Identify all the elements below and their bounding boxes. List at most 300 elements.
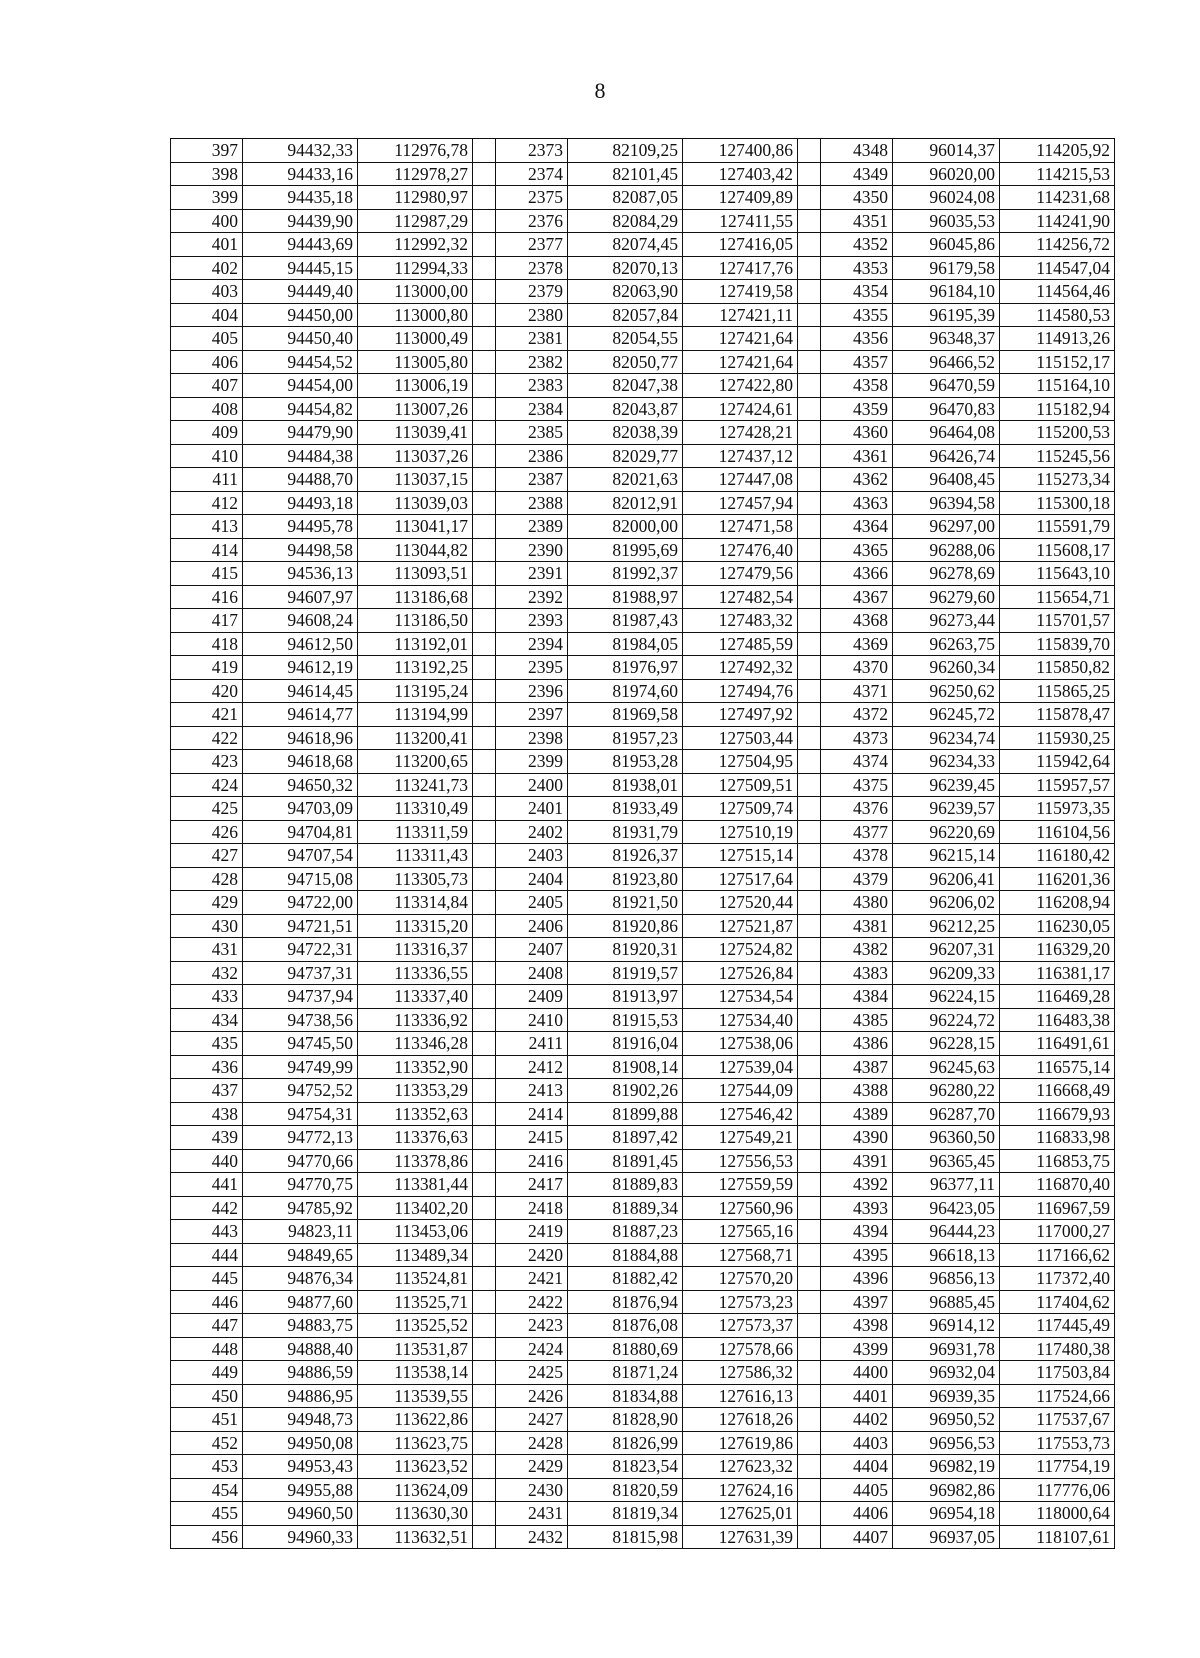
x-coordinate-cell: 96212,25 — [893, 914, 1000, 938]
table-row — [171, 538, 1115, 562]
y-coordinate-cell: 113305,73 — [358, 867, 473, 891]
column-group-separator — [473, 891, 496, 915]
column-group-separator — [798, 397, 821, 421]
x-coordinate-cell: 81880,69 — [568, 1337, 683, 1361]
x-coordinate-cell: 96220,69 — [893, 820, 1000, 844]
x-coordinate-cell: 96470,83 — [893, 397, 1000, 421]
point-number-cell: 2395 — [496, 656, 568, 680]
y-coordinate-cell: 127437,12 — [683, 444, 798, 468]
y-coordinate-cell: 113489,34 — [358, 1243, 473, 1267]
point-number-cell: 4367 — [821, 585, 893, 609]
column-group-separator — [473, 609, 496, 633]
x-coordinate-cell: 96954,18 — [893, 1502, 1000, 1526]
column-group-separator — [798, 1008, 821, 1032]
y-coordinate-cell: 127504,95 — [683, 750, 798, 774]
column-group-separator — [473, 703, 496, 727]
point-number-cell: 2379 — [496, 280, 568, 304]
point-number-cell: 4395 — [821, 1243, 893, 1267]
x-coordinate-cell: 81938,01 — [568, 773, 683, 797]
point-number-cell: 409 — [171, 421, 243, 445]
table-row — [171, 726, 1115, 750]
y-coordinate-cell: 113311,59 — [358, 820, 473, 844]
point-number-cell: 4398 — [821, 1314, 893, 1338]
point-number-cell: 437 — [171, 1079, 243, 1103]
y-coordinate-cell: 113525,52 — [358, 1314, 473, 1338]
y-coordinate-cell: 113005,80 — [358, 350, 473, 374]
point-number-cell: 4385 — [821, 1008, 893, 1032]
column-group-separator — [798, 773, 821, 797]
column-group-separator — [473, 844, 496, 868]
x-coordinate-cell: 96377,11 — [893, 1173, 1000, 1197]
point-number-cell: 2424 — [496, 1337, 568, 1361]
y-coordinate-cell: 113200,41 — [358, 726, 473, 750]
point-number-cell: 2399 — [496, 750, 568, 774]
table-row — [171, 491, 1115, 515]
column-group-separator — [473, 585, 496, 609]
point-number-cell: 2425 — [496, 1361, 568, 1385]
point-number-cell: 424 — [171, 773, 243, 797]
y-coordinate-cell: 113039,03 — [358, 491, 473, 515]
x-coordinate-cell: 94607,97 — [243, 585, 358, 609]
x-coordinate-cell: 96239,45 — [893, 773, 1000, 797]
y-coordinate-cell: 113311,43 — [358, 844, 473, 868]
point-number-cell: 4399 — [821, 1337, 893, 1361]
y-coordinate-cell: 127515,14 — [683, 844, 798, 868]
y-coordinate-cell: 113186,50 — [358, 609, 473, 633]
point-number-cell: 4387 — [821, 1055, 893, 1079]
y-coordinate-cell: 115942,64 — [1000, 750, 1115, 774]
point-number-cell: 4368 — [821, 609, 893, 633]
x-coordinate-cell: 94715,08 — [243, 867, 358, 891]
column-group-separator — [798, 1408, 821, 1432]
y-coordinate-cell: 127492,32 — [683, 656, 798, 680]
y-coordinate-cell: 113007,26 — [358, 397, 473, 421]
x-coordinate-cell: 81897,42 — [568, 1126, 683, 1150]
point-number-cell: 4392 — [821, 1173, 893, 1197]
x-coordinate-cell: 81876,08 — [568, 1314, 683, 1338]
point-number-cell: 2390 — [496, 538, 568, 562]
y-coordinate-cell: 113314,84 — [358, 891, 473, 915]
table-row — [171, 1478, 1115, 1502]
point-number-cell: 425 — [171, 797, 243, 821]
x-coordinate-cell: 96206,02 — [893, 891, 1000, 915]
column-group-separator — [798, 468, 821, 492]
column-group-separator — [798, 327, 821, 351]
x-coordinate-cell: 81819,34 — [568, 1502, 683, 1526]
y-coordinate-cell: 127485,59 — [683, 632, 798, 656]
x-coordinate-cell: 81828,90 — [568, 1408, 683, 1432]
point-number-cell: 2374 — [496, 162, 568, 186]
column-group-separator — [473, 1290, 496, 1314]
x-coordinate-cell: 94450,40 — [243, 327, 358, 351]
point-number-cell: 436 — [171, 1055, 243, 1079]
y-coordinate-cell: 113000,80 — [358, 303, 473, 327]
x-coordinate-cell: 96195,39 — [893, 303, 1000, 327]
y-coordinate-cell: 114913,26 — [1000, 327, 1115, 351]
x-coordinate-cell: 94722,00 — [243, 891, 358, 915]
point-number-cell: 403 — [171, 280, 243, 304]
table-row — [171, 679, 1115, 703]
y-coordinate-cell: 113453,06 — [358, 1220, 473, 1244]
column-group-separator — [798, 1384, 821, 1408]
point-number-cell: 438 — [171, 1102, 243, 1126]
x-coordinate-cell: 94960,33 — [243, 1525, 358, 1549]
y-coordinate-cell: 113524,81 — [358, 1267, 473, 1291]
x-coordinate-cell: 81992,37 — [568, 562, 683, 586]
y-coordinate-cell: 115973,35 — [1000, 797, 1115, 821]
x-coordinate-cell: 94650,32 — [243, 773, 358, 797]
point-number-cell: 402 — [171, 256, 243, 280]
table-row — [171, 1079, 1115, 1103]
column-group-separator — [473, 1243, 496, 1267]
y-coordinate-cell: 116208,94 — [1000, 891, 1115, 915]
point-number-cell: 2418 — [496, 1196, 568, 1220]
point-number-cell: 2388 — [496, 491, 568, 515]
y-coordinate-cell: 127476,40 — [683, 538, 798, 562]
point-number-cell: 2373 — [496, 139, 568, 163]
point-number-cell: 2386 — [496, 444, 568, 468]
x-coordinate-cell: 96273,44 — [893, 609, 1000, 633]
column-group-separator — [798, 797, 821, 821]
point-number-cell: 2420 — [496, 1243, 568, 1267]
table-row — [171, 162, 1115, 186]
table-row — [171, 797, 1115, 821]
y-coordinate-cell: 127534,54 — [683, 985, 798, 1009]
point-number-cell: 415 — [171, 562, 243, 586]
y-coordinate-cell: 113316,37 — [358, 938, 473, 962]
y-coordinate-cell: 112992,32 — [358, 233, 473, 257]
point-number-cell: 4402 — [821, 1408, 893, 1432]
column-group-separator — [798, 1431, 821, 1455]
x-coordinate-cell: 81902,26 — [568, 1079, 683, 1103]
x-coordinate-cell: 96014,37 — [893, 139, 1000, 163]
y-coordinate-cell: 115300,18 — [1000, 491, 1115, 515]
y-coordinate-cell: 113531,87 — [358, 1337, 473, 1361]
table-row — [171, 515, 1115, 539]
column-group-separator — [473, 1408, 496, 1432]
x-coordinate-cell: 94877,60 — [243, 1290, 358, 1314]
x-coordinate-cell: 94950,08 — [243, 1431, 358, 1455]
column-group-separator — [473, 374, 496, 398]
column-group-separator — [798, 1196, 821, 1220]
point-number-cell: 2428 — [496, 1431, 568, 1455]
y-coordinate-cell: 117445,49 — [1000, 1314, 1115, 1338]
column-group-separator — [473, 444, 496, 468]
table-row — [171, 844, 1115, 868]
point-number-cell: 2414 — [496, 1102, 568, 1126]
x-coordinate-cell: 81889,83 — [568, 1173, 683, 1197]
y-coordinate-cell: 117537,67 — [1000, 1408, 1115, 1432]
x-coordinate-cell: 82074,45 — [568, 233, 683, 257]
column-group-separator — [473, 350, 496, 374]
x-coordinate-cell: 96228,15 — [893, 1032, 1000, 1056]
y-coordinate-cell: 112978,27 — [358, 162, 473, 186]
x-coordinate-cell: 96444,23 — [893, 1220, 1000, 1244]
x-coordinate-cell: 94614,45 — [243, 679, 358, 703]
x-coordinate-cell: 94498,58 — [243, 538, 358, 562]
point-number-cell: 4404 — [821, 1455, 893, 1479]
table-row — [171, 280, 1115, 304]
x-coordinate-cell: 96950,52 — [893, 1408, 1000, 1432]
point-number-cell: 4370 — [821, 656, 893, 680]
point-number-cell: 400 — [171, 209, 243, 233]
column-group-separator — [473, 1032, 496, 1056]
column-group-separator — [798, 867, 821, 891]
point-number-cell: 456 — [171, 1525, 243, 1549]
point-number-cell: 2401 — [496, 797, 568, 821]
x-coordinate-cell: 96260,34 — [893, 656, 1000, 680]
y-coordinate-cell: 114547,04 — [1000, 256, 1115, 280]
point-number-cell: 2412 — [496, 1055, 568, 1079]
y-coordinate-cell: 127625,01 — [683, 1502, 798, 1526]
x-coordinate-cell: 81820,59 — [568, 1478, 683, 1502]
point-number-cell: 452 — [171, 1431, 243, 1455]
x-coordinate-cell: 94454,00 — [243, 374, 358, 398]
x-coordinate-cell: 94703,09 — [243, 797, 358, 821]
y-coordinate-cell: 117404,62 — [1000, 1290, 1115, 1314]
x-coordinate-cell: 82109,25 — [568, 139, 683, 163]
y-coordinate-cell: 127546,42 — [683, 1102, 798, 1126]
column-group-separator — [473, 1525, 496, 1549]
y-coordinate-cell: 113622,86 — [358, 1408, 473, 1432]
x-coordinate-cell: 81923,80 — [568, 867, 683, 891]
y-coordinate-cell: 112994,33 — [358, 256, 473, 280]
column-group-separator — [798, 1525, 821, 1549]
y-coordinate-cell: 115957,57 — [1000, 773, 1115, 797]
point-number-cell: 4353 — [821, 256, 893, 280]
x-coordinate-cell: 96914,12 — [893, 1314, 1000, 1338]
x-coordinate-cell: 94785,92 — [243, 1196, 358, 1220]
point-number-cell: 4361 — [821, 444, 893, 468]
y-coordinate-cell: 117553,73 — [1000, 1431, 1115, 1455]
y-coordinate-cell: 113192,25 — [358, 656, 473, 680]
point-number-cell: 2402 — [496, 820, 568, 844]
y-coordinate-cell: 127559,59 — [683, 1173, 798, 1197]
column-group-separator — [473, 679, 496, 703]
y-coordinate-cell: 117000,27 — [1000, 1220, 1115, 1244]
table-row — [171, 303, 1115, 327]
x-coordinate-cell: 96250,62 — [893, 679, 1000, 703]
column-group-separator — [473, 726, 496, 750]
point-number-cell: 2398 — [496, 726, 568, 750]
x-coordinate-cell: 96939,35 — [893, 1384, 1000, 1408]
y-coordinate-cell: 116870,40 — [1000, 1173, 1115, 1197]
x-coordinate-cell: 94754,31 — [243, 1102, 358, 1126]
point-number-cell: 4349 — [821, 162, 893, 186]
x-coordinate-cell: 96464,08 — [893, 421, 1000, 445]
point-number-cell: 448 — [171, 1337, 243, 1361]
column-group-separator — [798, 1290, 821, 1314]
point-number-cell: 411 — [171, 468, 243, 492]
column-group-separator — [473, 1149, 496, 1173]
point-number-cell: 416 — [171, 585, 243, 609]
point-number-cell: 423 — [171, 750, 243, 774]
point-number-cell: 4378 — [821, 844, 893, 868]
point-number-cell: 417 — [171, 609, 243, 633]
column-group-separator — [798, 538, 821, 562]
y-coordinate-cell: 116381,17 — [1000, 961, 1115, 985]
x-coordinate-cell: 81953,28 — [568, 750, 683, 774]
point-number-cell: 2415 — [496, 1126, 568, 1150]
y-coordinate-cell: 127618,26 — [683, 1408, 798, 1432]
column-group-separator — [798, 562, 821, 586]
x-coordinate-cell: 94614,77 — [243, 703, 358, 727]
column-group-separator — [798, 985, 821, 1009]
x-coordinate-cell: 94770,75 — [243, 1173, 358, 1197]
column-group-separator — [798, 233, 821, 257]
y-coordinate-cell: 113200,65 — [358, 750, 473, 774]
point-number-cell: 447 — [171, 1314, 243, 1338]
point-number-cell: 4388 — [821, 1079, 893, 1103]
x-coordinate-cell: 94612,19 — [243, 656, 358, 680]
point-number-cell: 4394 — [821, 1220, 893, 1244]
y-coordinate-cell: 113192,01 — [358, 632, 473, 656]
table-row — [171, 421, 1115, 445]
column-group-separator — [798, 444, 821, 468]
point-number-cell: 440 — [171, 1149, 243, 1173]
y-coordinate-cell: 127509,74 — [683, 797, 798, 821]
y-coordinate-cell: 127534,40 — [683, 1008, 798, 1032]
column-group-separator — [798, 1102, 821, 1126]
point-number-cell: 4405 — [821, 1478, 893, 1502]
column-group-separator — [473, 1102, 496, 1126]
column-group-separator — [798, 726, 821, 750]
y-coordinate-cell: 127539,04 — [683, 1055, 798, 1079]
column-group-separator — [473, 820, 496, 844]
x-coordinate-cell: 94454,82 — [243, 397, 358, 421]
point-number-cell: 2394 — [496, 632, 568, 656]
y-coordinate-cell: 116483,38 — [1000, 1008, 1115, 1032]
point-number-cell: 4381 — [821, 914, 893, 938]
point-number-cell: 421 — [171, 703, 243, 727]
column-group-separator — [473, 656, 496, 680]
column-group-separator — [798, 1055, 821, 1079]
point-number-cell: 4369 — [821, 632, 893, 656]
column-group-separator — [473, 961, 496, 985]
x-coordinate-cell: 82050,77 — [568, 350, 683, 374]
table-row — [171, 1220, 1115, 1244]
y-coordinate-cell: 113623,75 — [358, 1431, 473, 1455]
column-group-separator — [798, 1314, 821, 1338]
point-number-cell: 2391 — [496, 562, 568, 586]
point-number-cell: 2416 — [496, 1149, 568, 1173]
column-group-separator — [473, 938, 496, 962]
x-coordinate-cell: 96423,05 — [893, 1196, 1000, 1220]
x-coordinate-cell: 96956,53 — [893, 1431, 1000, 1455]
table-row — [171, 468, 1115, 492]
y-coordinate-cell: 116230,05 — [1000, 914, 1115, 938]
column-group-separator — [473, 233, 496, 257]
y-coordinate-cell: 115701,57 — [1000, 609, 1115, 633]
point-number-cell: 2403 — [496, 844, 568, 868]
coordinates-table-body — [171, 139, 1115, 1549]
point-number-cell: 2427 — [496, 1408, 568, 1432]
column-group-separator — [473, 162, 496, 186]
y-coordinate-cell: 113378,86 — [358, 1149, 473, 1173]
y-coordinate-cell: 113194,99 — [358, 703, 473, 727]
point-number-cell: 413 — [171, 515, 243, 539]
x-coordinate-cell: 94450,00 — [243, 303, 358, 327]
x-coordinate-cell: 94722,31 — [243, 938, 358, 962]
x-coordinate-cell: 94612,50 — [243, 632, 358, 656]
column-group-separator — [473, 914, 496, 938]
table-row — [171, 1455, 1115, 1479]
y-coordinate-cell: 116668,49 — [1000, 1079, 1115, 1103]
y-coordinate-cell: 113630,30 — [358, 1502, 473, 1526]
point-number-cell: 2384 — [496, 397, 568, 421]
point-number-cell: 2404 — [496, 867, 568, 891]
column-group-separator — [798, 1243, 821, 1267]
point-number-cell: 4359 — [821, 397, 893, 421]
y-coordinate-cell: 116833,98 — [1000, 1126, 1115, 1150]
y-coordinate-cell: 113006,19 — [358, 374, 473, 398]
table-row — [171, 562, 1115, 586]
y-coordinate-cell: 113632,51 — [358, 1525, 473, 1549]
x-coordinate-cell: 94749,99 — [243, 1055, 358, 1079]
table-row — [171, 632, 1115, 656]
y-coordinate-cell: 115182,94 — [1000, 397, 1115, 421]
column-group-separator — [798, 750, 821, 774]
point-number-cell: 4357 — [821, 350, 893, 374]
x-coordinate-cell: 94435,18 — [243, 186, 358, 210]
column-group-separator — [798, 844, 821, 868]
y-coordinate-cell: 115654,71 — [1000, 585, 1115, 609]
x-coordinate-cell: 96885,45 — [893, 1290, 1000, 1314]
x-coordinate-cell: 94737,31 — [243, 961, 358, 985]
x-coordinate-cell: 96470,59 — [893, 374, 1000, 398]
y-coordinate-cell: 127457,94 — [683, 491, 798, 515]
x-coordinate-cell: 96245,63 — [893, 1055, 1000, 1079]
point-number-cell: 442 — [171, 1196, 243, 1220]
x-coordinate-cell: 81987,43 — [568, 609, 683, 633]
coordinates-table — [170, 138, 1115, 1549]
point-number-cell: 2393 — [496, 609, 568, 633]
x-coordinate-cell: 82038,39 — [568, 421, 683, 445]
point-number-cell: 4393 — [821, 1196, 893, 1220]
column-group-separator — [473, 303, 496, 327]
y-coordinate-cell: 113310,49 — [358, 797, 473, 821]
column-group-separator — [798, 585, 821, 609]
y-coordinate-cell: 127521,87 — [683, 914, 798, 938]
column-group-separator — [473, 1361, 496, 1385]
column-group-separator — [473, 632, 496, 656]
y-coordinate-cell: 127560,96 — [683, 1196, 798, 1220]
x-coordinate-cell: 94454,52 — [243, 350, 358, 374]
y-coordinate-cell: 127421,11 — [683, 303, 798, 327]
point-number-cell: 2429 — [496, 1455, 568, 1479]
point-number-cell: 2383 — [496, 374, 568, 398]
x-coordinate-cell: 81882,42 — [568, 1267, 683, 1291]
y-coordinate-cell: 127568,71 — [683, 1243, 798, 1267]
x-coordinate-cell: 82101,45 — [568, 162, 683, 186]
table-row — [171, 327, 1115, 351]
point-number-cell: 4389 — [821, 1102, 893, 1126]
column-group-separator — [798, 374, 821, 398]
point-number-cell: 443 — [171, 1220, 243, 1244]
y-coordinate-cell: 127578,66 — [683, 1337, 798, 1361]
y-coordinate-cell: 127526,84 — [683, 961, 798, 985]
point-number-cell: 4371 — [821, 679, 893, 703]
column-group-separator — [798, 209, 821, 233]
table-row — [171, 1314, 1115, 1338]
column-group-separator — [473, 515, 496, 539]
y-coordinate-cell: 127623,32 — [683, 1455, 798, 1479]
y-coordinate-cell: 127570,20 — [683, 1267, 798, 1291]
point-number-cell: 2408 — [496, 961, 568, 985]
x-coordinate-cell: 96982,86 — [893, 1478, 1000, 1502]
y-coordinate-cell: 113195,24 — [358, 679, 473, 703]
table-row — [171, 1290, 1115, 1314]
